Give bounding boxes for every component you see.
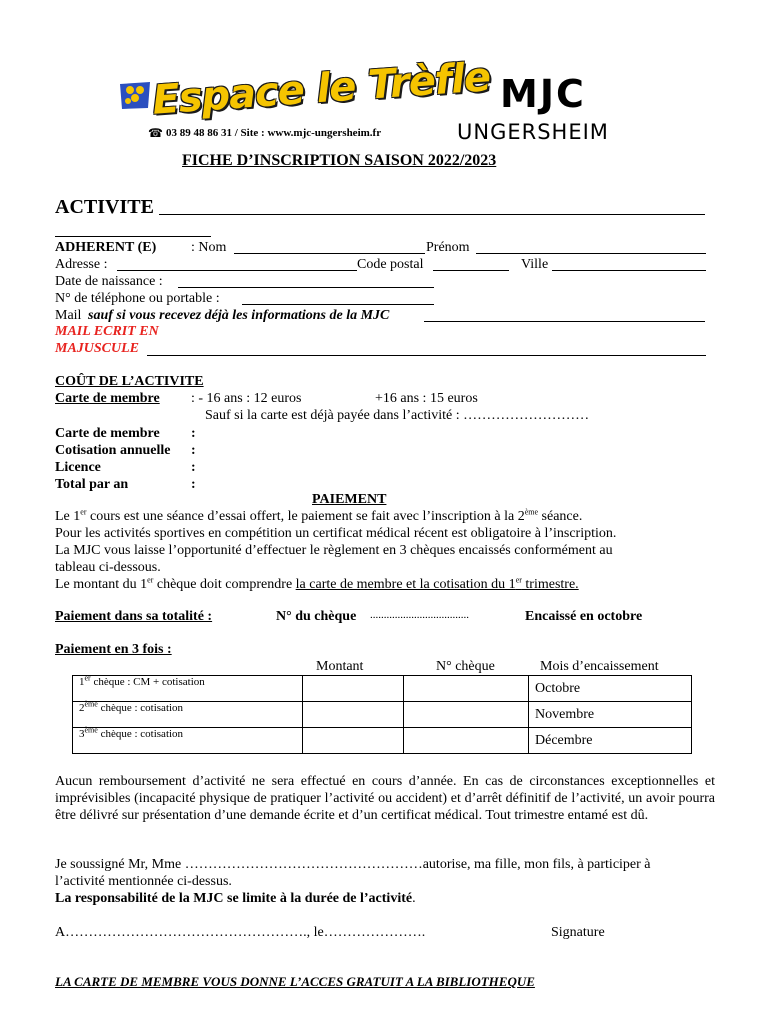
paiement-text: la carte de membre et la cotisation du 1 — [295, 577, 516, 592]
activite-line[interactable] — [159, 214, 705, 215]
cout-row-label: Total par an — [55, 477, 129, 492]
mail-field-2[interactable] — [147, 355, 706, 356]
col-cheque: N° chèque — [436, 659, 495, 674]
telephone-field[interactable] — [242, 304, 434, 305]
table-row — [73, 676, 692, 702]
org-city: UNGERSHEIM — [457, 120, 609, 144]
paiement-table — [72, 675, 692, 754]
mois-cell: Novembre — [529, 702, 692, 728]
paiement-3-fois-label: Paiement en 3 fois : — [55, 642, 172, 657]
lieu-date-field[interactable]: A……………………………………………., le…………………. — [55, 925, 426, 940]
mail-note: sauf si vous recevez déjà les informations de la MJC — [88, 308, 390, 323]
paiement-text: Le 1 — [55, 509, 81, 524]
activite-label: ACTIVITE — [55, 196, 154, 218]
telephone-label: N° de téléphone ou portable : — [55, 291, 220, 306]
nom-label: : Nom — [191, 240, 227, 255]
col-montant: Montant — [316, 659, 364, 674]
phone-icon: ☎ — [148, 126, 163, 140]
row-num: 2 — [79, 702, 85, 714]
paiement-text: Le montant du 1 — [55, 577, 148, 592]
sup-text: ème — [524, 507, 539, 517]
org-name: MJC — [500, 72, 586, 116]
adherent-label: ADHERENT (E) — [55, 240, 157, 255]
logo-text: Espace le Trèfle — [150, 54, 492, 124]
montant-cell[interactable] — [303, 676, 404, 702]
row-label: chèque : cotisation — [97, 728, 184, 740]
cout-heading: COÛT DE L’ACTIVITE — [55, 374, 204, 389]
mail-caps-note-2: MAJUSCULE — [55, 341, 140, 356]
nom-field[interactable] — [234, 253, 425, 254]
tarif-moins-16: : - 16 ans : 12 euros — [191, 391, 302, 406]
bibliotheque-note: LA CARTE DE MEMBRE VOUS DONNE L’ACCES GRATUIT A LA BIBLIOTHEQUE — [55, 974, 535, 989]
cout-row-label: Carte de membre — [55, 426, 160, 441]
paiement-text: séance. — [538, 509, 583, 524]
prenom-field[interactable] — [476, 253, 706, 254]
sup-text: ème — [84, 725, 98, 735]
soussigne-line-2: l’activité mentionnée ci-dessus. — [55, 874, 232, 889]
cheque-cell[interactable] — [404, 676, 529, 702]
carte-membre-label: Carte de membre — [55, 391, 160, 406]
table-row — [73, 728, 692, 754]
table-cell — [73, 725, 303, 754]
sup-text: er — [80, 507, 87, 517]
activite-line-2 — [55, 236, 211, 237]
table-cell — [73, 673, 303, 702]
paiement-text: chèque doit comprendre — [153, 577, 296, 592]
ville-field[interactable] — [552, 270, 706, 271]
naissance-label: Date de naissance : — [55, 274, 163, 289]
paiement-para-3: La MJC vous laisse l’opportunité d’effectuer le règlement en 3 chèques encaissés conformément au — [55, 543, 613, 558]
responsabilite-bold: La responsabilité de la MJC se limite à la durée de l’activité — [55, 891, 413, 906]
sauf-carte-payee: Sauf si la carte est déjà payée dans l’activité : ……………………… — [205, 408, 590, 423]
table-row — [73, 702, 692, 728]
table-cell — [73, 699, 303, 728]
cout-row-colon: : — [191, 460, 196, 475]
sup-text: er — [515, 575, 522, 585]
cheque-cell[interactable] — [404, 702, 529, 728]
ville-label: Ville — [521, 257, 549, 272]
contact-line: 03 89 48 86 31 / Site : www.mjc-ungersheim.fr — [166, 127, 382, 139]
mail-field[interactable] — [424, 321, 705, 322]
adresse-field[interactable] — [117, 270, 357, 271]
sup-text: er — [147, 575, 154, 585]
cout-row-colon: : — [191, 426, 196, 441]
code-postal-field[interactable] — [433, 270, 509, 271]
soussigne-line-1[interactable]: Je soussigné Mr, Mme ……………………………………………autorise, ma fille, mon fils, à participer à — [55, 857, 651, 872]
montant-cell[interactable] — [303, 728, 404, 754]
paiement-heading: PAIEMENT — [312, 492, 387, 507]
sup-text: ème — [84, 699, 98, 709]
mois-cell: Décembre — [529, 728, 692, 754]
paiement-para-1 — [55, 509, 582, 525]
paiement-totalite-label: Paiement dans sa totalité : — [55, 609, 213, 624]
cout-row-colon: : — [191, 443, 196, 458]
row-label: chèque : cotisation — [97, 702, 184, 714]
paiement-para-2: Pour les activités sportives en compétition un certificat médical récent est obligatoire à l’inscription. — [55, 526, 617, 541]
cout-row-colon: : — [191, 477, 196, 492]
row-num: 3 — [79, 728, 85, 740]
paiement-text: trimestre. — [521, 577, 579, 592]
cout-row-label: Licence — [55, 460, 101, 475]
naissance-field[interactable] — [178, 287, 434, 288]
tarif-plus-16: +16 ans : 15 euros — [375, 391, 478, 406]
montant-cell[interactable] — [303, 702, 404, 728]
mois-cell: Octobre — [529, 676, 692, 702]
responsabilite-end: . — [412, 891, 416, 906]
paiement-text — [296, 577, 579, 592]
clover-logo-icon — [118, 78, 152, 112]
page-title: FICHE D’INSCRIPTION SAISON 2022/2023 — [182, 152, 497, 169]
responsabilite-text — [55, 891, 416, 907]
prenom-label: Prénom — [426, 240, 470, 255]
signature-label: Signature — [551, 925, 605, 940]
cout-row-label: Cotisation annuelle — [55, 443, 171, 458]
remboursement-text: Aucun remboursement d’activité ne sera effectué en cours d’année. En cas de circonstances exceptionnelles et imprévisibles (incapacité physique de pratiquer l’activité ou accident) et d’arrêt définitif de l’activité, un avoir pourra être délivré sur présentation d’une demande écrite et d’un certificat médical. Tout trimestre entamé est dû. — [55, 774, 715, 823]
adresse-label: Adresse : — [55, 257, 108, 272]
encaisse-octobre: Encaissé en octobre — [525, 609, 643, 624]
code-postal-label: Code postal — [357, 257, 424, 272]
cheque-field[interactable]: .................................... — [370, 609, 469, 621]
row-num: 1 — [79, 676, 85, 688]
paiement-para-5 — [55, 577, 579, 593]
cheque-label: N° du chèque — [276, 609, 357, 624]
row-label: chèque : CM + cotisation — [90, 676, 205, 688]
paiement-text: cours est une séance d’essai offert, le paiement se fait avec l’inscription à la 2 — [86, 509, 525, 524]
paiement-para-4: tableau ci-dessous. — [55, 560, 161, 575]
mail-label: Mail — [55, 308, 82, 323]
cheque-cell[interactable] — [404, 728, 529, 754]
mail-caps-note-1: MAIL ECRIT EN — [55, 324, 159, 339]
col-mois: Mois d’encaissement — [540, 659, 659, 674]
sup-text: er — [84, 673, 91, 683]
